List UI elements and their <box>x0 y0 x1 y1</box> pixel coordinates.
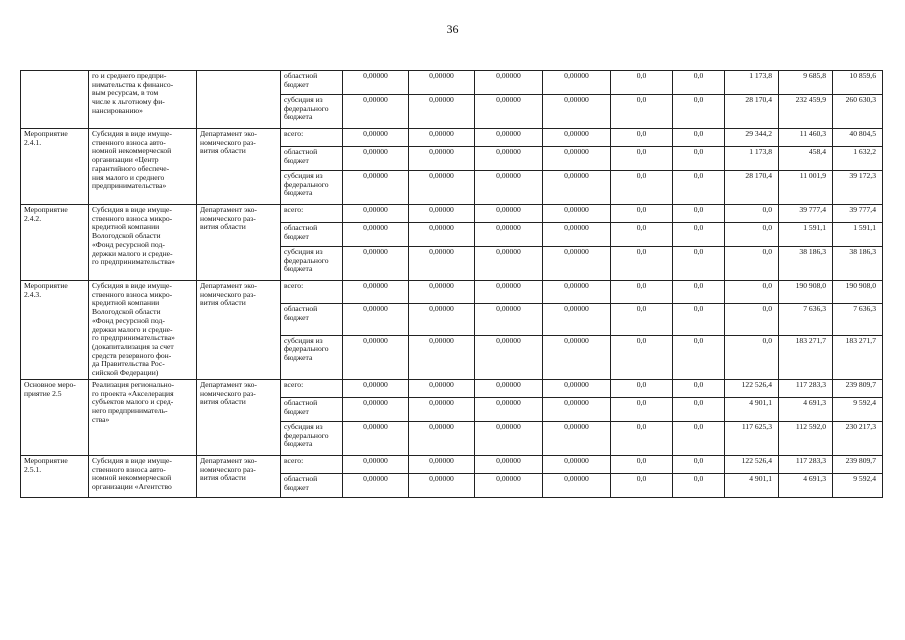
value-cell: 0,0 <box>673 455 725 473</box>
executor-name: Департамент эко- номического раз- вития области <box>197 281 281 380</box>
value-cell: 0,00000 <box>409 95 475 129</box>
value-cell: 230 217,3 <box>833 421 883 455</box>
value-cell: 0,0 <box>611 95 673 129</box>
executor-name: Департамент эко- номического раз- вития области <box>197 379 281 455</box>
value-cell: 0,0 <box>725 304 779 335</box>
value-cell: 28 170,4 <box>725 171 779 205</box>
activity-code: Основное меро- приятие 2.5 <box>21 379 89 455</box>
value-cell: 0,00000 <box>343 129 409 147</box>
value-cell: 112 592,0 <box>779 421 833 455</box>
value-cell: 39 172,3 <box>833 171 883 205</box>
value-cell: 0,0 <box>611 223 673 247</box>
value-cell: 0,00000 <box>409 421 475 455</box>
value-cell: 0,0 <box>673 421 725 455</box>
activity-name: го и среднего предпри- нимательства к финансо- вым ресурсам, в том числе к льготному фи- нансированию» <box>89 71 197 129</box>
funding-source: областной бюджет <box>281 397 343 421</box>
value-cell: 39 777,4 <box>833 205 883 223</box>
value-cell: 0,00000 <box>543 223 611 247</box>
table-row <box>21 71 883 95</box>
value-cell: 0,0 <box>611 397 673 421</box>
value-cell: 0,0 <box>725 335 779 379</box>
value-cell: 0,0 <box>673 473 725 497</box>
value-cell: 0,00000 <box>409 247 475 281</box>
funding-source: всего: <box>281 281 343 304</box>
value-cell: 1 173,8 <box>725 71 779 95</box>
value-cell: 0,00000 <box>475 129 543 147</box>
value-cell: 122 526,4 <box>725 455 779 473</box>
value-cell: 0,00000 <box>543 304 611 335</box>
value-cell: 0,00000 <box>475 473 543 497</box>
value-cell: 0,00000 <box>343 397 409 421</box>
value-cell: 0,0 <box>725 247 779 281</box>
value-cell: 0,00000 <box>475 71 543 95</box>
value-cell: 0,00000 <box>475 379 543 397</box>
value-cell: 0,0 <box>673 247 725 281</box>
value-cell: 0,0 <box>611 455 673 473</box>
value-cell: 0,00000 <box>475 171 543 205</box>
value-cell: 0,0 <box>673 379 725 397</box>
value-cell: 4 901,1 <box>725 397 779 421</box>
value-cell: 183 271,7 <box>833 335 883 379</box>
value-cell: 0,00000 <box>343 223 409 247</box>
value-cell: 0,0 <box>673 223 725 247</box>
value-cell: 0,00000 <box>343 281 409 304</box>
value-cell: 0,00000 <box>543 205 611 223</box>
page-number: 36 <box>446 22 459 36</box>
value-cell: 39 777,4 <box>779 205 833 223</box>
value-cell: 10 859,6 <box>833 71 883 95</box>
table-row <box>21 281 883 304</box>
value-cell: 9 685,8 <box>779 71 833 95</box>
funding-source: субсидия из федерального бюджета <box>281 171 343 205</box>
value-cell: 0,0 <box>611 379 673 397</box>
value-cell: 0,00000 <box>543 455 611 473</box>
funding-source: областной бюджет <box>281 304 343 335</box>
value-cell: 0,0 <box>673 397 725 421</box>
value-cell: 0,00000 <box>475 421 543 455</box>
funding-source: всего: <box>281 455 343 473</box>
value-cell: 0,0 <box>725 281 779 304</box>
value-cell: 0,00000 <box>475 397 543 421</box>
value-cell: 232 459,9 <box>779 95 833 129</box>
executor-name: Департамент эко- номического раз- вития области <box>197 129 281 205</box>
value-cell: 0,00000 <box>409 129 475 147</box>
funding-source: всего: <box>281 129 343 147</box>
value-cell: 4 691,3 <box>779 397 833 421</box>
funding-source: всего: <box>281 205 343 223</box>
value-cell: 0,00000 <box>409 281 475 304</box>
value-cell: 40 804,5 <box>833 129 883 147</box>
value-cell: 0,0 <box>673 71 725 95</box>
table-row <box>21 455 883 473</box>
value-cell: 0,00000 <box>409 455 475 473</box>
value-cell: 7 636,3 <box>779 304 833 335</box>
funding-source: областной бюджет <box>281 223 343 247</box>
value-cell: 0,00000 <box>543 473 611 497</box>
value-cell: 0,0 <box>611 335 673 379</box>
funding-source: субсидия из федерального бюджета <box>281 421 343 455</box>
value-cell: 28 170,4 <box>725 95 779 129</box>
activity-code: Мероприятие 2.5.1. <box>21 455 89 497</box>
value-cell: 0,00000 <box>343 379 409 397</box>
value-cell: 38 186,3 <box>833 247 883 281</box>
activity-name: Субсидия в виде имуще- ственного взноса авто- номной некоммерческой организации «Центр гарантийного обеспече- ния малого и среднего предпринимательства» <box>89 129 197 205</box>
value-cell: 0,00000 <box>409 304 475 335</box>
executor-name: Департамент эко- номического раз- вития области <box>197 455 281 497</box>
value-cell: 0,00000 <box>475 205 543 223</box>
activity-name: Реализация регионально- го проекта «Акселерация субъектов малого и сред- него предприниматель- ства» <box>89 379 197 455</box>
value-cell: 0,00000 <box>543 421 611 455</box>
value-cell: 4 691,3 <box>779 473 833 497</box>
value-cell: 0,00000 <box>343 335 409 379</box>
value-cell: 0,00000 <box>475 281 543 304</box>
value-cell: 0,00000 <box>343 473 409 497</box>
value-cell: 0,0 <box>611 71 673 95</box>
value-cell: 0,0 <box>611 205 673 223</box>
value-cell: 0,00000 <box>409 335 475 379</box>
value-cell: 0,00000 <box>543 71 611 95</box>
value-cell: 117 283,3 <box>779 379 833 397</box>
value-cell: 9 592,4 <box>833 397 883 421</box>
table-row <box>21 205 883 223</box>
value-cell: 1 632,2 <box>833 147 883 171</box>
value-cell: 0,00000 <box>475 247 543 281</box>
activity-code: Мероприятие 2.4.3. <box>21 281 89 380</box>
value-cell: 0,00000 <box>409 147 475 171</box>
value-cell: 0,00000 <box>543 147 611 171</box>
value-cell: 1 173,8 <box>725 147 779 171</box>
value-cell: 0,0 <box>725 205 779 223</box>
value-cell: 0,00000 <box>409 397 475 421</box>
funding-source: областной бюджет <box>281 71 343 95</box>
value-cell: 4 901,1 <box>725 473 779 497</box>
activity-code: Мероприятие 2.4.2. <box>21 205 89 281</box>
table-row <box>21 129 883 147</box>
value-cell: 0,00000 <box>475 147 543 171</box>
value-cell: 0,00000 <box>475 95 543 129</box>
value-cell: 122 526,4 <box>725 379 779 397</box>
value-cell: 0,00000 <box>543 281 611 304</box>
value-cell: 0,0 <box>673 281 725 304</box>
value-cell: 239 809,7 <box>833 455 883 473</box>
value-cell: 0,00000 <box>409 171 475 205</box>
value-cell: 0,00000 <box>343 71 409 95</box>
value-cell: 29 344,2 <box>725 129 779 147</box>
value-cell: 0,00000 <box>409 473 475 497</box>
value-cell: 0,0 <box>611 147 673 171</box>
value-cell: 0,00000 <box>409 223 475 247</box>
value-cell: 0,00000 <box>475 223 543 247</box>
value-cell: 0,0 <box>611 281 673 304</box>
value-cell: 0,00000 <box>409 205 475 223</box>
value-cell: 9 592,4 <box>833 473 883 497</box>
funding-source: областной бюджет <box>281 473 343 497</box>
value-cell: 0,0 <box>673 304 725 335</box>
value-cell: 190 908,0 <box>833 281 883 304</box>
budget-table <box>20 70 883 498</box>
value-cell: 0,0 <box>611 129 673 147</box>
activity-name: Субсидия в виде имуще- ственного взноса авто- номной некоммерческой организации «Агентство <box>89 455 197 497</box>
value-cell: 0,00000 <box>543 247 611 281</box>
value-cell: 0,0 <box>673 95 725 129</box>
activity-code: Мероприятие 2.4.1. <box>21 129 89 205</box>
table-row <box>21 379 883 397</box>
value-cell: 0,00000 <box>475 335 543 379</box>
value-cell: 0,00000 <box>343 147 409 171</box>
funding-source: всего: <box>281 379 343 397</box>
value-cell: 0,0 <box>673 129 725 147</box>
value-cell: 0,0 <box>725 223 779 247</box>
executor-name: Департамент эко- номического раз- вития области <box>197 205 281 281</box>
value-cell: 0,00000 <box>543 397 611 421</box>
value-cell: 0,0 <box>673 147 725 171</box>
executor-name <box>197 71 281 129</box>
value-cell: 0,0 <box>673 205 725 223</box>
value-cell: 0,00000 <box>343 247 409 281</box>
value-cell: 239 809,7 <box>833 379 883 397</box>
value-cell: 0,00000 <box>343 171 409 205</box>
value-cell: 0,00000 <box>475 455 543 473</box>
value-cell: 0,00000 <box>475 304 543 335</box>
value-cell: 38 186,3 <box>779 247 833 281</box>
value-cell: 0,0 <box>611 171 673 205</box>
value-cell: 11 460,3 <box>779 129 833 147</box>
value-cell: 0,0 <box>673 335 725 379</box>
activity-code <box>21 71 89 129</box>
value-cell: 0,00000 <box>543 379 611 397</box>
value-cell: 0,00000 <box>409 71 475 95</box>
funding-source: субсидия из федерального бюджета <box>281 95 343 129</box>
value-cell: 0,00000 <box>343 205 409 223</box>
value-cell: 0,00000 <box>409 379 475 397</box>
value-cell: 0,0 <box>611 473 673 497</box>
value-cell: 11 001,9 <box>779 171 833 205</box>
value-cell: 0,0 <box>673 171 725 205</box>
value-cell: 0,00000 <box>543 129 611 147</box>
value-cell: 117 283,3 <box>779 455 833 473</box>
value-cell: 1 591,1 <box>833 223 883 247</box>
value-cell: 0,0 <box>611 421 673 455</box>
value-cell: 0,00000 <box>543 335 611 379</box>
value-cell: 0,0 <box>611 247 673 281</box>
value-cell: 0,00000 <box>343 95 409 129</box>
value-cell: 0,00000 <box>343 421 409 455</box>
activity-name: Субсидия в виде имуще- ственного взноса микро- кредитной компании Вологодской области «Фонд ресурсной под- держки малого и средне- го предпринимательства» <box>89 205 197 281</box>
value-cell: 260 630,3 <box>833 95 883 129</box>
value-cell: 117 625,3 <box>725 421 779 455</box>
value-cell: 1 591,1 <box>779 223 833 247</box>
value-cell: 458,4 <box>779 147 833 171</box>
funding-source: субсидия из федерального бюджета <box>281 247 343 281</box>
value-cell: 0,0 <box>611 304 673 335</box>
value-cell: 183 271,7 <box>779 335 833 379</box>
value-cell: 0,00000 <box>343 304 409 335</box>
activity-name: Субсидия в виде имуще- ственного взноса микро- кредитной компании Вологодской области «Фонд ресурсной под- держки малого и средне- го предпринимательства» (докапитализация за счет средств резервного фон- да Правительства Рос- сийской Федерации) <box>89 281 197 380</box>
value-cell: 0,00000 <box>543 171 611 205</box>
value-cell: 7 636,3 <box>833 304 883 335</box>
funding-source: субсидия из федерального бюджета <box>281 335 343 379</box>
value-cell: 0,00000 <box>543 95 611 129</box>
value-cell: 0,00000 <box>343 455 409 473</box>
value-cell: 190 908,0 <box>779 281 833 304</box>
funding-source: областной бюджет <box>281 147 343 171</box>
